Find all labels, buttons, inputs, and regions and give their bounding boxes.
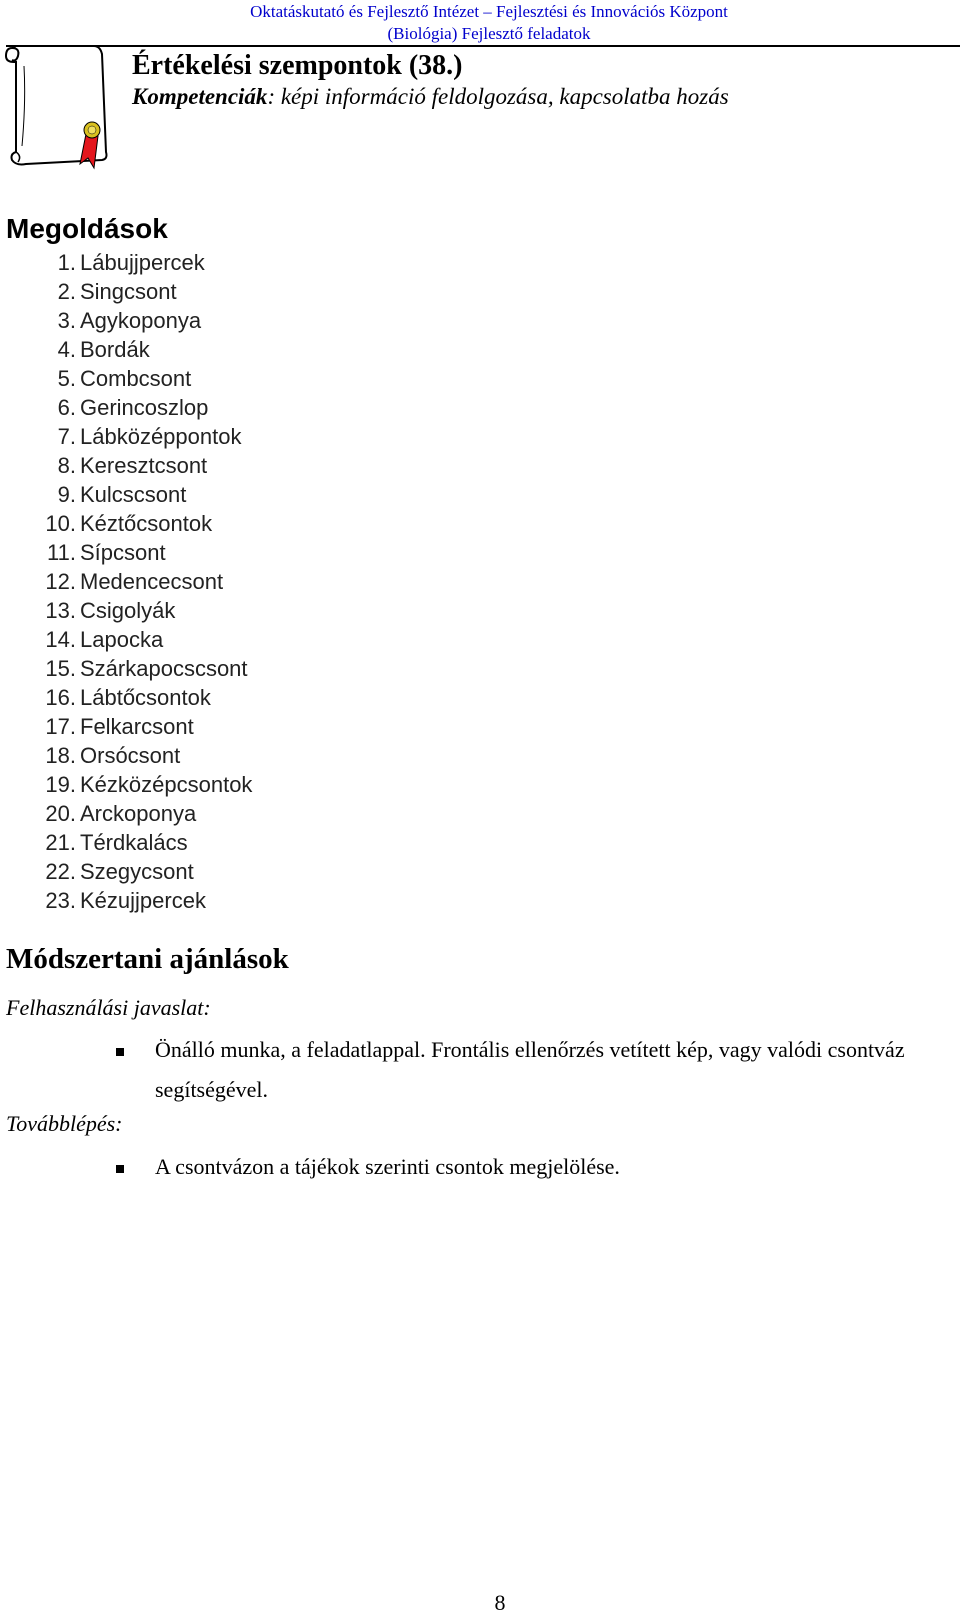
list-item-text: Keresztcsont xyxy=(80,453,208,478)
list-item-text: Orsócsont xyxy=(80,743,181,768)
list-item-number: 18. xyxy=(45,743,76,768)
usage-text: Önálló munka, a feladatlappal. Frontális ellenőrzés vetített kép, vagy valódi csontváz segítségével. xyxy=(155,1037,905,1102)
list-item-text: Lapocka xyxy=(80,627,164,652)
list-item-text: Csigolyák xyxy=(80,598,176,623)
list-item-text: Kulcscsont xyxy=(80,482,187,507)
page-number: 8 xyxy=(494,1590,506,1615)
list-item-number: 2. xyxy=(57,279,76,304)
solutions-heading: Megoldások xyxy=(6,213,168,244)
list-item-number: 7. xyxy=(57,424,76,449)
page-title: Értékelési szempontok (38.) xyxy=(132,50,463,81)
list-item-number: 23. xyxy=(45,888,76,913)
list-item-text: Felkarcsont xyxy=(80,714,194,739)
header-subject: (Biológia) Fejlesztő feladatok xyxy=(387,24,591,43)
competencies-text: : képi információ feldolgozása, kapcsolatba hozás xyxy=(267,84,729,109)
list-item-number: 5. xyxy=(57,366,76,391)
list-item-number: 4. xyxy=(57,337,76,362)
list-item-number: 8. xyxy=(57,453,76,478)
list-item-text: Combcsont xyxy=(80,366,192,391)
competencies-label: Kompetenciák xyxy=(132,84,268,109)
list-item-text: Gerincoszlop xyxy=(80,395,209,420)
list-item-text: Szárkapocscsont xyxy=(80,656,248,681)
header-institute: Oktatáskutató és Fejlesztő Intézet – Fejlesztési és Innovációs Központ xyxy=(250,2,728,21)
list-item-number: 19. xyxy=(45,772,76,797)
list-item-number: 6. xyxy=(57,395,76,420)
list-item-text: Kéztőcsontok xyxy=(80,511,213,536)
list-item-number: 11. xyxy=(47,540,76,565)
header-rule xyxy=(6,45,960,47)
competencies xyxy=(132,84,729,110)
list-item-text: Térdkalács xyxy=(80,830,188,855)
usage-label: Felhasználási javaslat: xyxy=(6,995,211,1020)
list-item-number: 17. xyxy=(45,714,76,739)
list-item-number: 3. xyxy=(57,308,76,333)
list-item-text: Arckoponya xyxy=(80,801,197,826)
list-item-text: Szegycsont xyxy=(80,859,194,884)
list-item-number: 15. xyxy=(45,656,76,681)
list-item-number: 22. xyxy=(45,859,76,884)
list-item-text: Medencecsont xyxy=(80,569,224,594)
list-item-text: Agykoponya xyxy=(80,308,202,333)
list-item-text: Sípcsont xyxy=(80,540,166,565)
list-item-number: 12. xyxy=(45,569,76,594)
list-item-text: Kézujjpercek xyxy=(80,888,206,913)
next-step-text: A csontvázon a tájékok szerinti csontok megjelölése. xyxy=(155,1154,620,1179)
bullet-icon xyxy=(116,1048,124,1056)
list-item-text: Singcsont xyxy=(80,279,177,304)
list-item-text: Kézközépcsontok xyxy=(80,772,253,797)
list-item-number: 10. xyxy=(45,511,76,536)
list-item-text: Bordák xyxy=(80,337,150,362)
bullet-icon xyxy=(116,1165,124,1173)
list-item-number: 16. xyxy=(45,685,76,710)
list-item-number: 13. xyxy=(45,598,76,623)
list-item-number: 1. xyxy=(57,250,76,275)
list-item-number: 14. xyxy=(45,627,76,652)
list-item-text: Lábközéppontok xyxy=(80,424,242,449)
next-step-label: Továbblépés: xyxy=(6,1111,123,1136)
methods-heading: Módszertani ajánlások xyxy=(6,943,289,975)
list-item-text: Lábtőcsontok xyxy=(80,685,211,710)
list-item-number: 20. xyxy=(45,801,76,826)
list-item-text: Lábujjpercek xyxy=(80,250,205,275)
list-item-number: 21. xyxy=(45,830,76,855)
list-item-number: 9. xyxy=(57,482,76,507)
scroll-ribbon-icon xyxy=(2,42,122,172)
